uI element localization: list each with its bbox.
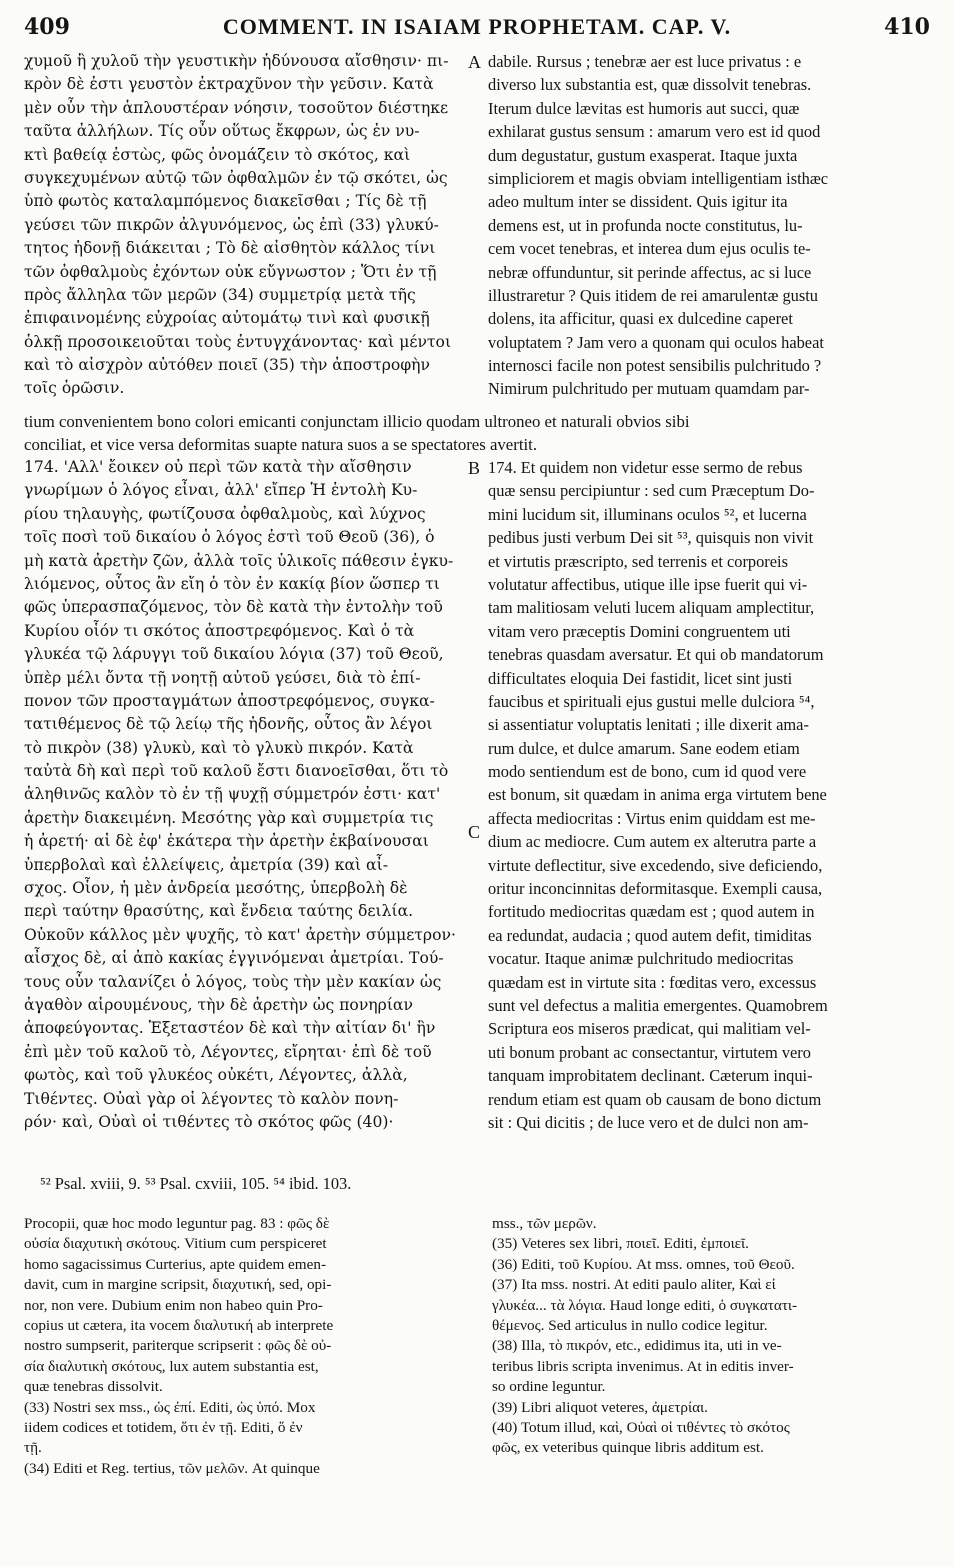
page-header: [24, 14, 930, 42]
footnote-line: nor, non vere. Dubium enim non habeo quin Pro-: [24, 1296, 323, 1314]
latin-text-line: et virtutis præscripto, sed terrenis et corporeis: [488, 551, 788, 571]
greek-text-line: τους οὖν ταλανίζει ὁ λόγος, τοὺς τὴν μὲν κακίαν ὡς: [24, 972, 442, 991]
latin-text-line: vocatur. Itaque animæ pulchritudo mediocritas: [488, 949, 794, 969]
latin-text-line: tanquam improbitatem declinant. Cæterum inqui-: [488, 1066, 813, 1086]
footnote-line: Procopii, quæ hoc modo leguntur pag. 83 : φῶς δὲ: [24, 1215, 330, 1232]
footnote-line: mss., τῶν μερῶν.: [492, 1215, 597, 1232]
latin-text-line: mini lucidum sit, illuminans oculos ⁵², et lucerna: [488, 504, 807, 524]
latin-text-line: dabile. Rursus ; tenebræ aer est luce privatus : e: [488, 52, 802, 71]
footnote-line: iidem codices et totidem, ὅτι ἐν τῇ. Editi, ὅ ἐν: [24, 1418, 303, 1436]
latin-column-section2: [488, 456, 932, 1134]
greek-text-line: σχος. Οἷον, ἡ μὲν ἀνδρεία μεσότης, ὑπερβολὴ δὲ: [24, 879, 408, 898]
greek-text-line: ἀρετὴν διακειμένη. Μεσότης γὰρ καὶ συμμετρία τις: [24, 808, 434, 827]
footnote-line: σία διαλυτικὴ σκότους, lux autem substantia est,: [24, 1357, 319, 1375]
page-number-right: 410: [884, 14, 930, 40]
margin-marker-b: B: [468, 458, 481, 478]
latin-text-line: dium ac mediocre. Cum autem ex alterutra parte a: [488, 832, 817, 852]
latin-text-line: Scriptura eos miseros prædicat, qui malitiam vel-: [488, 1019, 811, 1039]
latin-text-line: vitam vero præceptis Domini congruentem uti: [488, 621, 791, 641]
greek-text-line: γνωρίμων ὁ λόγος εἶναι, ἀλλ' εἴπερ Ἡ ἐντολὴ Κυ-: [24, 481, 418, 500]
footnotes-right-column: [492, 1214, 932, 1459]
latin-text-line: Nimirum pulchritudo per mutuam quamdam par-: [488, 379, 810, 399]
latin-column-section1: [488, 50, 932, 401]
greek-text-line: ρίου τηλαυγὴς, φωτίζουσα ὀφθαλμοὺς, καὶ λύχνος: [24, 504, 426, 523]
latin-text-line: sit : Qui dicitis ; de luce vero et de dulci non am-: [488, 1112, 809, 1132]
latin-text-line: diverso lux substantia est, quæ dissolvit tenebras.: [488, 75, 812, 95]
latin-text-line: difficultates eloquia Dei fastidit, licet sint justi: [488, 668, 793, 688]
greek-text-line: χυμοῦ ἢ χυλοῦ τὴν γευστικὴν ἡδύνουσα αἴσθησιν· πι-: [24, 52, 449, 70]
greek-text-line: μὲν οὖν τὴν ἁπλουστέραν νόησιν, τοσοῦτον διέστηκε: [24, 98, 449, 117]
latin-text-line: exhilarat gustus sensum : amarum vero est id quod: [488, 122, 821, 142]
greek-text-line: ταὐτὰ δὴ καὶ περὶ τοῦ καλοῦ ἔστι διανοεῖσθαι, ὅτι τὸ: [24, 762, 449, 781]
latin-text-line: modo sentiendum est de bono, cum id quod vere: [488, 762, 807, 782]
footnote-line: teribus libris scripta invenimus. At in editis inver-: [492, 1357, 794, 1375]
footnote-line: οὐσία διαχυτικὴ σκότους. Vitium cum perspiceret: [24, 1235, 327, 1253]
latin-text-line: quæ sensu percipiuntur : sed cum Præceptum Do-: [488, 481, 815, 501]
greek-text-line: τοῖς ποσὶ τοῦ δικαίου ὁ λόγος ἐστὶ τοῦ Θεοῦ (36), ὁ: [24, 528, 435, 547]
footnote-line: θέμενος. Sed articulus in nullo codice legitur.: [492, 1316, 768, 1334]
greek-text-line: αἶσχος δὲ, αἱ ἀπὸ κακίας ἐγγινόμεναι ἀμετρίαι. Τού-: [24, 949, 444, 968]
greek-text-line: λιόμενος, οὗτος ἂν εἴη ὁ τὸν ἐν κακίᾳ βίον ὥσπερ τι: [24, 574, 440, 593]
margin-marker-c: C: [468, 822, 481, 842]
page-number-left: 409: [24, 14, 70, 40]
greek-text-line: τοῖς ὁρῶσιν.: [24, 379, 125, 398]
greek-text-line: τῶν ὀφθαλμοὺς ἐχόντων οὐκ εὔγνωστον ; Ὅτι ἐν τῇ: [24, 262, 437, 281]
greek-column-section1: [24, 50, 472, 401]
latin-text-line: oritur inconcinnitas deformitasque. Exempli causa,: [488, 879, 823, 899]
footnote-line: φῶς, ex veteribus quinque libris additum est.: [492, 1439, 764, 1457]
footnote-line: quæ tenebras dissolvit.: [24, 1378, 163, 1396]
footnote-line: homo sagacissimus Curterius, apte quidem emen-: [24, 1255, 326, 1273]
greek-text-line: ἐπὶ μὲν τοῦ καλοῦ τὸ, Λέγοντες, εἴρηται· ἐπὶ δὲ τοῦ: [24, 1042, 432, 1061]
latin-text-line: est bonum, sit quædam in anima erga virtutem bene: [488, 785, 827, 805]
footnote-line: (34) Editi et Reg. tertius, τῶν μελῶν. At quinque: [24, 1459, 320, 1477]
margin-marker-a: A: [468, 52, 481, 72]
greek-text-line: ἀληθινῶς καλὸν τὸ ἐν τῇ ψυχῇ σύμμετρόν ἐστι· κατ': [24, 785, 441, 804]
greek-text-line: ταῦτα ἀλλήλων. Τίς οὖν οὕτως ἔκφρων, ὡς ἐν νυ-: [24, 122, 420, 141]
greek-text-line: γλυκέα τῷ λάρυγγι τοῦ δικαίου λόγια (37) τοῦ Θεοῦ,: [24, 645, 444, 664]
latin-text-line: Iterum dulce lævitas est humoris aut succi, quæ: [488, 98, 800, 118]
latin-text-line: nebræ offunduntur, sit perinde affectus, ac si luce: [488, 262, 812, 282]
greek-text-line: ὁλκῇ προσοικειοῦται τοὺς ἐντυγχάνοντας· καὶ μέντοι: [24, 332, 452, 351]
latin-text-line: dolens, ita afficitur, quasi ex dulcedine caperet: [488, 309, 793, 329]
latin-text-line: affecta mediocritas : Virtus enim quiddam est me-: [488, 808, 816, 828]
full-width-text: [24, 410, 932, 456]
greek-text-line: τὸ πικρὸν (38) γλυκὺ, καὶ τὸ γλυκὺ πικρόν. Κατὰ: [24, 738, 414, 757]
latin-text-line: volutatur affectibus, utique ille ipse fuerit qui vi-: [488, 574, 808, 594]
greek-text-line: κρὸν δὲ ἐστι γευστὸν ἐκτραχῦνον τὴν γεῦσιν. Κατὰ: [24, 75, 434, 94]
greek-text-line: πονον τῶν προσταγμάτων ἀποστρεφόμενος, συγκα-: [24, 691, 435, 710]
latin-text-line: uti bonum probant ac consectantur, virtutem vero: [488, 1042, 811, 1062]
greek-text-line: ὑπὸ φωτὸς καταλαμπόμενος διακεῖσθαι ; Τίς δὲ τῇ: [24, 192, 427, 211]
footnote-line: copius ut cætera, ita vocem διαλυτική ab interprete: [24, 1316, 334, 1334]
latin-text-line: dum degustatur, gustum exasperat. Itaque juxta: [488, 145, 798, 165]
running-title: COMMENT. IN ISAIAM PROPHETAM. CAP. V.: [222, 14, 732, 39]
latin-text-line: demens est, ut in profunda nocte constitutus, lu-: [488, 215, 803, 235]
greek-text-line: τατιθέμενος δὲ τῷ λείῳ τῆς ἡδονῆς, οὗτος ἂν λέγοι: [24, 715, 433, 734]
footnote-line: so ordine leguntur.: [492, 1378, 606, 1396]
footnote-line: γλυκέα... τὰ λόγια. Haud longe editi, ὁ συγκατατι-: [492, 1296, 798, 1314]
footnote-line: (40) Totum illud, καὶ, Οὐαὶ οἱ τιθέντες τὸ σκότος: [492, 1418, 790, 1436]
latin-text-line: faucibus et spirituali ejus gustui melle dulciora ⁵⁴,: [488, 691, 815, 711]
greek-text-line: ἐπιφαινομένης εὐχροίας αὐτομάτῳ τινὶ καὶ φυσικῇ: [24, 309, 430, 328]
latin-text-line: simpliciorem et magis obviam intelligentiam isthæc: [488, 168, 829, 188]
greek-text-line: κτὶ βαθείᾳ ἐστὼς, φῶς ὀνομάζειν τὸ σκότος, καὶ: [24, 145, 411, 164]
footnote-line: (33) Nostri sex mss., ὡς ἐπί. Editi, ὡς ὑπό. Mox: [24, 1398, 316, 1416]
latin-text-line: adeo multum inter se dissident. Quis igitur ita: [488, 192, 788, 212]
latin-text-line: virtute deflectitur, sive excedendo, sive deficiendo,: [488, 855, 823, 875]
greek-text-line: Οὐκοῦν κάλλος μὲν ψυχῆς, τὸ κατ' ἀρετὴν σύμμετρον·: [24, 925, 456, 944]
greek-text-line: ὑπὲρ μέλι ὄντα τῇ νοητῇ αὐτοῦ γεύσει, διὰ τὸ ἐπί-: [24, 668, 421, 687]
footnote-line: τῇ.: [24, 1439, 42, 1457]
greek-text-line: 174. 'Αλλ' ἔοικεν οὐ περὶ τῶν κατὰ τὴν αἴσθησιν: [24, 458, 412, 476]
greek-text-line: πρὸς ἄλληλα τῶν μερῶν (34) συμμετρίᾳ μετὰ τῆς: [24, 285, 416, 304]
latin-text-line: sunt vel defectus a malitia emergentes. Quamobrem: [488, 995, 828, 1015]
scripture-citations: ⁵² Psal. xviii, 9. ⁵³ Psal. cxviii, 105. ⁵⁴ ibid. 103.: [40, 1174, 352, 1193]
footnote-line: (36) Editi, τοῦ Κυρίου. At mss. omnes, τοῦ Θεοῦ.: [492, 1255, 795, 1273]
footnote-line: nostro sumpserit, pariterque scripserit : φῶς δὲ οὐ-: [24, 1337, 332, 1355]
latin-text-line: voluptatem ? Jam vero a quonam qui oculos habeat: [488, 332, 824, 352]
greek-text-line: μὴ κατὰ ἀρετὴν ζῶν, ἀλλὰ τοῖς ὑλικοῖς πάθεσιν ἐγκυ-: [24, 551, 454, 570]
greek-text-line: συγκεχυμένων αὐτῷ τῶν ὀφθαλμῶν ἐν τῷ σκότει, ὡς: [24, 168, 448, 187]
latin-text-line: internosci facile non potest sensibilis pulchritudo ?: [488, 356, 822, 376]
greek-text-line: ὑπερβολαὶ καὶ ἐλλείψεις, ἀμετρία (39) καὶ αἶ-: [24, 855, 388, 874]
greek-text-line: φῶς ὑπερασπαζόμενος, τὸν δὲ κατὰ τὴν ἐντολὴν τοῦ: [24, 598, 443, 617]
latin-text-line: conciliat, et vice versa deformitas suapte natura suos a se spectatores avertit.: [24, 435, 538, 454]
greek-text-line: περὶ ταύτην θρασύτης, καὶ ἔνδεια ταύτης δειλία.: [24, 902, 414, 921]
footnote-line: (39) Libri aliquot veteres, ἀμετρίαι.: [492, 1398, 708, 1416]
greek-text-line: ἀγαθὸν αἱρουμένους, τὴν δὲ ἀρετὴν ὡς πονηρίαν: [24, 995, 413, 1014]
footnote-line: davit, cum in margine scripsit, διαχυτική, sed, opi-: [24, 1276, 332, 1294]
latin-text-line: tenebras quasdam aversatur. Et qui ob mandatorum: [488, 645, 824, 665]
greek-text-line: ρόν· καὶ, Οὐαὶ οἱ τιθέντες τὸ σκότος φῶς (40)·: [24, 1112, 394, 1131]
greek-text-line: φωτὸς, καὶ τοῦ γλυκέος οὐκέτι, Λέγοντες, ἀλλὰ,: [24, 1066, 408, 1085]
latin-text-line: rum dulce, et dulce amarum. Sane eodem etiam: [488, 738, 800, 758]
latin-text-line: quædam est in virtute sita : fœditas vero, excessus: [488, 972, 817, 992]
greek-text-line: ἡ ἀρετή· αἱ δὲ ἐφ' ἑκάτερα τὴν ἀρετὴν ἐκβαίνουσαι: [24, 832, 429, 851]
greek-text-line: τητος ἡδονῇ διάκειται ; Τὸ δὲ αἰσθητὸν κάλλος τίνι: [24, 239, 436, 258]
latin-text-line: pedibus justi verbum Dei sit ⁵³, quisquis non vivit: [488, 528, 814, 548]
latin-text-line: tium convenientem bono colori emicanti conjunctam illicio quodam ultroneo et naturali obvios sibi: [24, 412, 690, 431]
latin-text-line: fortitudo mediocritas quædam est ; quod autem in: [488, 902, 815, 922]
footnote-line: (35) Veteres sex libri, ποιεῖ. Editi, ἐμποιεῖ.: [492, 1235, 749, 1253]
latin-text-line: rendum etiam est quam ob causam de bono dictum: [488, 1089, 822, 1109]
greek-text-line: Τιθέντες. Οὐαὶ γὰρ οἱ λέγοντες τὸ καλὸν πονη-: [24, 1089, 399, 1108]
latin-text-line: tam malitiosam veluti lucem aliquam amplectitur,: [488, 598, 815, 618]
greek-text-line: καὶ τὸ αἰσχρὸν αὐτόθεν ποιεῖ (35) τὴν ἀποστροφὴν: [24, 356, 430, 375]
greek-column-section2: [24, 456, 472, 1134]
latin-text-line: si assentiatur voluptatis lenitati ; ille dixerit ama-: [488, 715, 809, 735]
latin-text-line: illustraretur ? Quis itidem de rei amarulentæ gustu: [488, 285, 819, 305]
latin-text-line: ea redundat, audacia ; quod autem defit, timiditas: [488, 925, 812, 945]
latin-text-line: 174. Et quidem non videtur esse sermo de rebus: [488, 458, 803, 477]
latin-text-line: cem vocet tenebras, et interea dum ejus oculis te-: [488, 239, 811, 259]
greek-text-line: ἀποφεύγοντας. Ἐξεταστέον δὲ καὶ τὴν αἰτίαν δι' ἣν: [24, 1019, 436, 1038]
footnotes-left-column: [24, 1214, 472, 1479]
footnote-line: (37) Ita mss. nostri. At editi paulo aliter, Καὶ εἰ: [492, 1276, 776, 1294]
footnote-line: (38) Illa, τὸ πικρόν, etc., edidimus ita, uti in ve-: [492, 1337, 782, 1355]
greek-text-line: γεύσει τῶν πικρῶν ἀλγυνόμενος, ὡς ἐπὶ (33) γλυκύ-: [24, 215, 439, 234]
greek-text-line: Κυρίου οἷόν τι σκότος ἀποστρεφόμενος. Καὶ ὁ τὰ: [24, 621, 415, 640]
